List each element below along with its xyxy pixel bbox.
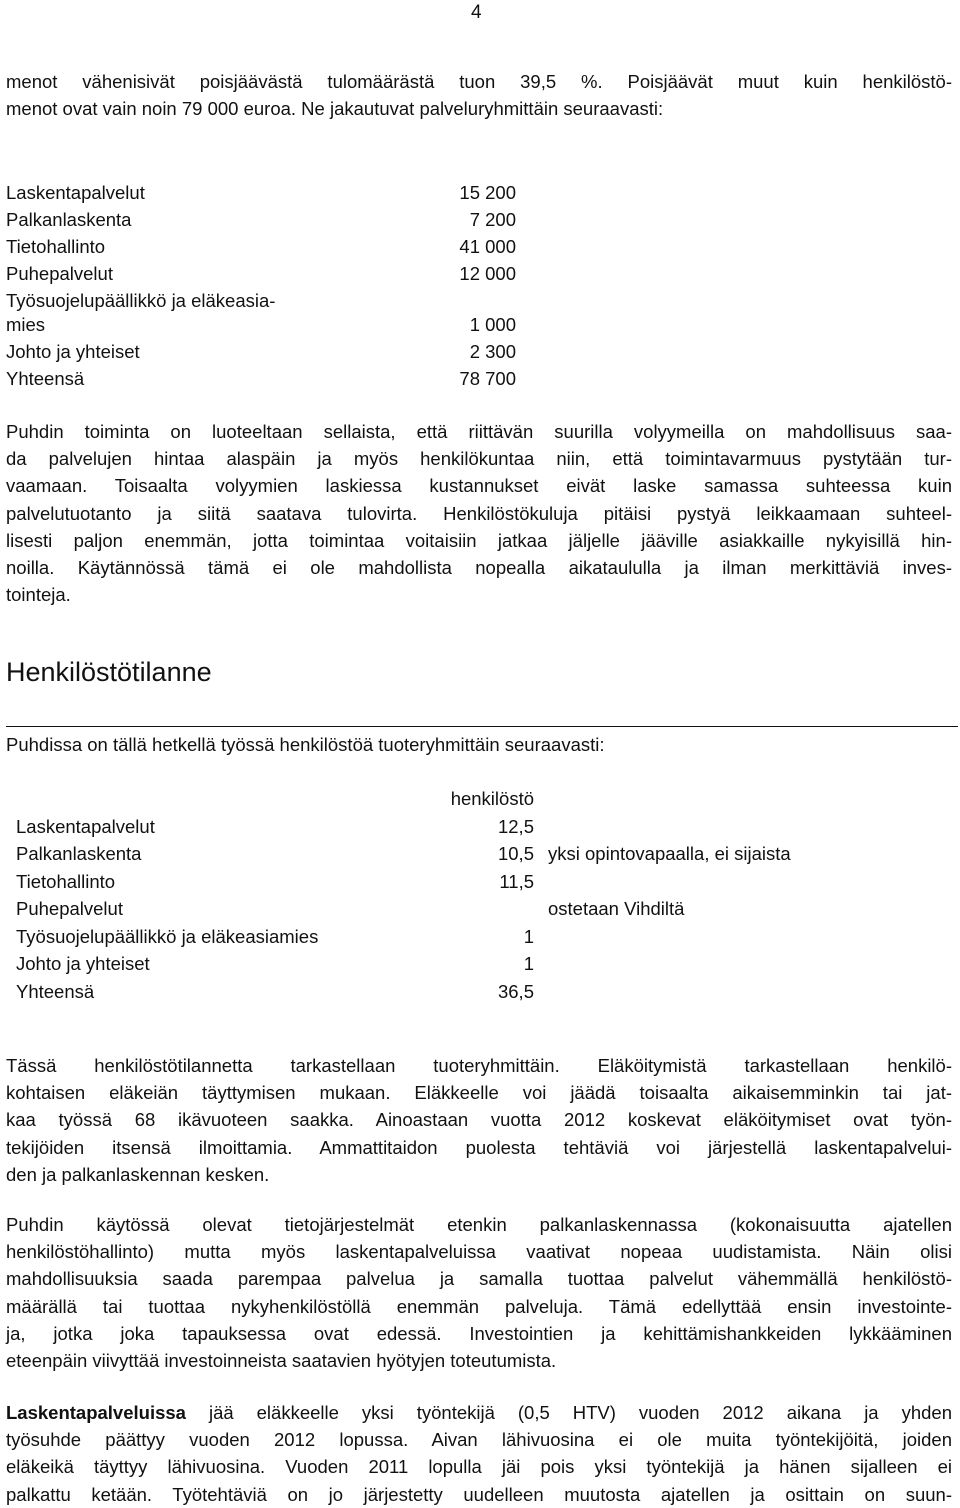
- table-header-row: [16, 785, 916, 812]
- row-label: Tietohallinto: [6, 236, 106, 257]
- table-row: [16, 868, 916, 895]
- row-value: 1: [523, 926, 534, 947]
- text-line: ja, jotka joka tapauksessa ovat edessä. Investointien ja kehittämishankkeiden lykkääminen: [6, 1322, 952, 1344]
- row-label: Tietohallinto: [16, 871, 116, 892]
- costs-table: [6, 179, 526, 399]
- text-line: palkattu ketään. Työtehtäviä on jo järjestetty uudelleen muutosta ajatellen ja osittain on suun-: [6, 1483, 952, 1505]
- paragraph-systems: [6, 1211, 952, 1374]
- row-value: 41 000: [459, 236, 516, 257]
- row-value: 12,5: [497, 816, 534, 837]
- row-label: Johto ja yhteiset: [16, 953, 150, 974]
- text-line: tointeja.: [6, 584, 71, 606]
- row-label: mies: [6, 314, 46, 335]
- row-label: Työsuojelupäällikkö ja eläkeasia-: [6, 290, 276, 311]
- text-line: Puhdin toiminta on luoteeltaan sellaista, että riittävän suurilla volyymeilla on mahdollisuus saa-: [6, 421, 952, 442]
- row-value: 1 000: [469, 314, 516, 335]
- text-line: lisesti paljon enemmän, jotta toimintaa voitaisiin jatkaa jäljelle jääville asiakkaille nykyisillä hin-: [6, 529, 952, 551]
- column-header: henkilöstö: [450, 788, 534, 809]
- text-line: da palvelujen hintaa alaspäin ja myös henkilökuntaa niin, että toimintavarmuus pystytään tur-: [6, 448, 952, 470]
- row-value: 12 000: [459, 263, 516, 284]
- table-row: [16, 813, 916, 840]
- text-line: Tässä henkilöstötilannetta tarkastellaan tuoteryhmittäin. Eläköitymistä tarkastellaan henkilö-: [6, 1055, 952, 1076]
- text-line: tekijöiden itsensä ilmoittamia. Ammattitaidon puolesta tehtäviä voi järjestellä laskentapalvelui-: [6, 1136, 952, 1158]
- page-number: 4: [471, 2, 482, 23]
- row-value: 15 200: [459, 182, 516, 203]
- text-line: [6, 1399, 952, 1426]
- text-line: Puhdissa on tällä hetkellä työssä henkilöstöä tuoteryhmittäin seuraavasti:: [6, 734, 605, 755]
- row-label: Yhteensä: [16, 981, 95, 1002]
- paragraph-laskentapalvelut: [6, 1399, 952, 1508]
- text-line: henkilöstöhallinto) mutta myös laskentapalveluissa vaativat nopeaa uudistamista. Näin olisi: [6, 1241, 952, 1263]
- text-line: menot vähenisivät poisjäävästä tulomäärästä tuon 39,5 %. Poisjäävät muut kuin henkilöstö-: [6, 71, 952, 92]
- text-line: määrällä tai tuottaa nykyhenkilöstöllä enemmän palveluja. Tämä edellyttää ensin investointe-: [6, 1295, 952, 1317]
- text-line: den ja palkanlaskennan kesken.: [6, 1163, 270, 1185]
- text-line: menot ovat vain noin 79 000 euroa. Ne jakautuvat palveluryhmittäin seuraavasti:: [6, 98, 664, 120]
- row-value: 11,5: [499, 871, 534, 892]
- text-line: noilla. Käytännössä tämä ei ole mahdollista nopealla aikataululla ja ilman merkittäviä inves-: [6, 556, 952, 578]
- row-label: Puhepalvelut: [16, 898, 123, 919]
- row-value: 36,5: [497, 981, 534, 1002]
- text-line: vaamaan. Toisaalta volyymien laskiessa kustannukset eivät laske samassa suhteessa kuin: [6, 475, 952, 497]
- text-line: työsuhde päättyy vuoden 2012 lopussa. Aivan lähivuosina ei ole muita työntekijöitä, joiden: [6, 1429, 952, 1451]
- text-line: mahdollisuuksia saada parempaa palvelua ja samalla tuottaa palvelut vähemmällä henkilöstö-: [6, 1268, 952, 1290]
- table-row: [16, 923, 916, 950]
- paragraph-retirement: [6, 1052, 952, 1188]
- row-label: Työsuojelupäällikkö ja eläkeasiamies: [16, 926, 319, 947]
- paragraph-intro-costs: [6, 68, 952, 122]
- row-label: Yhteensä: [6, 368, 85, 389]
- staff-table: [16, 785, 916, 1005]
- text-line: Puhdin käytössä olevat tietojärjestelmät etenkin palkanlaskennassa (kokonaisuutta ajatellen: [6, 1214, 952, 1235]
- row-value: 1: [523, 953, 534, 974]
- row-label: Palkanlaskenta: [16, 843, 142, 864]
- row-label: Johto ja yhteiset: [6, 341, 140, 362]
- row-note: yksi opintovapaalla, ei sijaista: [548, 843, 791, 864]
- paragraph-staff-intro: [6, 731, 952, 758]
- table-row: [16, 840, 916, 867]
- paragraph-operations: [6, 418, 952, 608]
- table-row-total: [16, 978, 916, 1005]
- row-value: 2 300: [469, 341, 516, 362]
- row-label: Palkanlaskenta: [6, 209, 132, 230]
- text-run: jää eläkkeelle yksi työntekijä (0,5 HTV) vuoden 2012 aikana ja yhden: [185, 1402, 952, 1423]
- row-label: Laskentapalvelut: [6, 182, 145, 203]
- text-line: kohtaisen eläkeiän täyttymisen mukaan. Eläkkeelle voi jäädä toisaalta aikaisemminkin tai jat-: [6, 1082, 952, 1104]
- text-line: palvelutuotanto ja siitä saatava tulovirta. Henkilöstökuluja pitäisi pystyä leikkaamaan suhteel-: [6, 502, 952, 524]
- text-line: eteenpäin viivyttää investoinneista saatavien hyötyjen toteutumista.: [6, 1349, 557, 1371]
- heading-rule: [6, 726, 958, 727]
- row-value: 78 700: [459, 368, 516, 389]
- row-value: 10,5: [497, 843, 534, 864]
- table-row: [16, 950, 916, 977]
- bold-term: Laskentapalveluissa: [6, 1402, 186, 1423]
- row-value: 7 200: [469, 209, 516, 230]
- text-line: kaa työssä 68 ikävuoteen saakka. Ainoastaan vuotta 2012 koskevat eläköitymiset ovat työn-: [6, 1109, 952, 1131]
- text-line: eläkeikä täyttyy lähivuosina. Vuoden 2011 lopulla jäi pois yksi työntekijä ja hänen sijalleen ei: [6, 1456, 952, 1478]
- row-note: ostetaan Vihdiltä: [548, 898, 685, 919]
- table-row: [16, 895, 916, 922]
- row-label: Puhepalvelut: [6, 263, 113, 284]
- row-label: Laskentapalvelut: [16, 816, 155, 837]
- section-heading: Henkilöstötilanne: [6, 657, 212, 687]
